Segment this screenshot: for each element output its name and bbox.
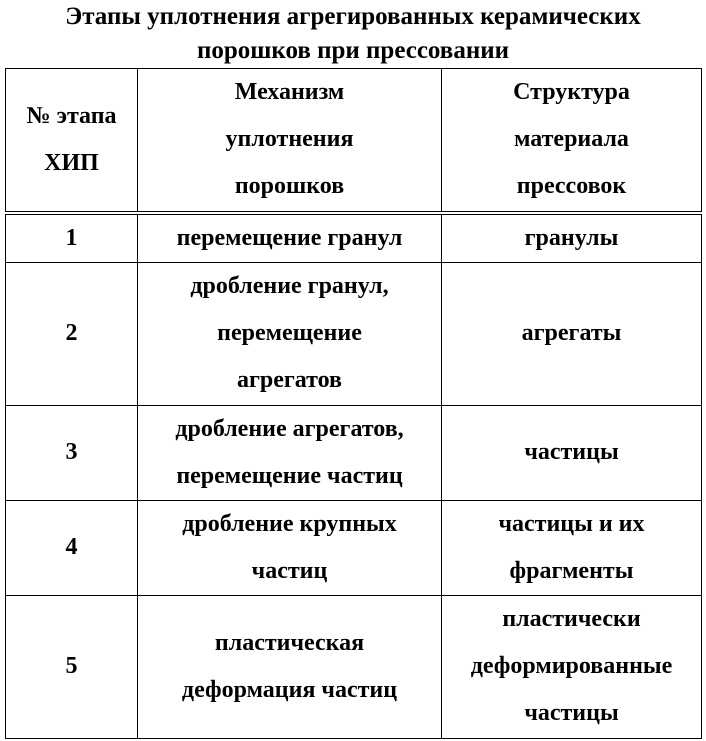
document-title <box>0 0 706 68</box>
table-row <box>6 405 702 500</box>
table-header-row <box>6 69 702 213</box>
structure-cell: частицы <box>442 405 702 500</box>
mechanism-cell: дробление крупных частиц <box>138 500 442 595</box>
table-row <box>6 213 702 263</box>
structure-cell: пластически деформированные частицы <box>442 595 702 738</box>
header-stage-number: № этапа ХИП <box>6 69 138 213</box>
table-row <box>6 500 702 595</box>
title-line-1: Этапы уплотнения агрегированных керамических <box>65 3 641 30</box>
table-row <box>6 262 702 405</box>
mechanism-cell: дробление гранул, перемещение агрегатов <box>138 262 442 405</box>
title-line-2: порошков при прессовании <box>196 37 510 64</box>
structure-cell: гранулы <box>442 213 702 263</box>
mechanism-cell: перемещение гранул <box>138 213 442 263</box>
compaction-stages-table <box>5 68 702 739</box>
structure-cell: агрегаты <box>442 262 702 405</box>
mechanism-cell: пластическая деформация частиц <box>138 595 442 738</box>
stage-number-cell: 5 <box>6 595 138 738</box>
structure-cell: частицы и их фрагменты <box>442 500 702 595</box>
table-row <box>6 595 702 738</box>
header-structure: Структура материала прессовок <box>442 69 702 213</box>
stage-number-cell: 2 <box>6 262 138 405</box>
stage-number-cell: 1 <box>6 213 138 263</box>
mechanism-cell: дробление агрегатов, перемещение частиц <box>138 405 442 500</box>
header-mechanism: Механизм уплотнения порошков <box>138 69 442 213</box>
stage-number-cell: 3 <box>6 405 138 500</box>
stage-number-cell: 4 <box>6 500 138 595</box>
